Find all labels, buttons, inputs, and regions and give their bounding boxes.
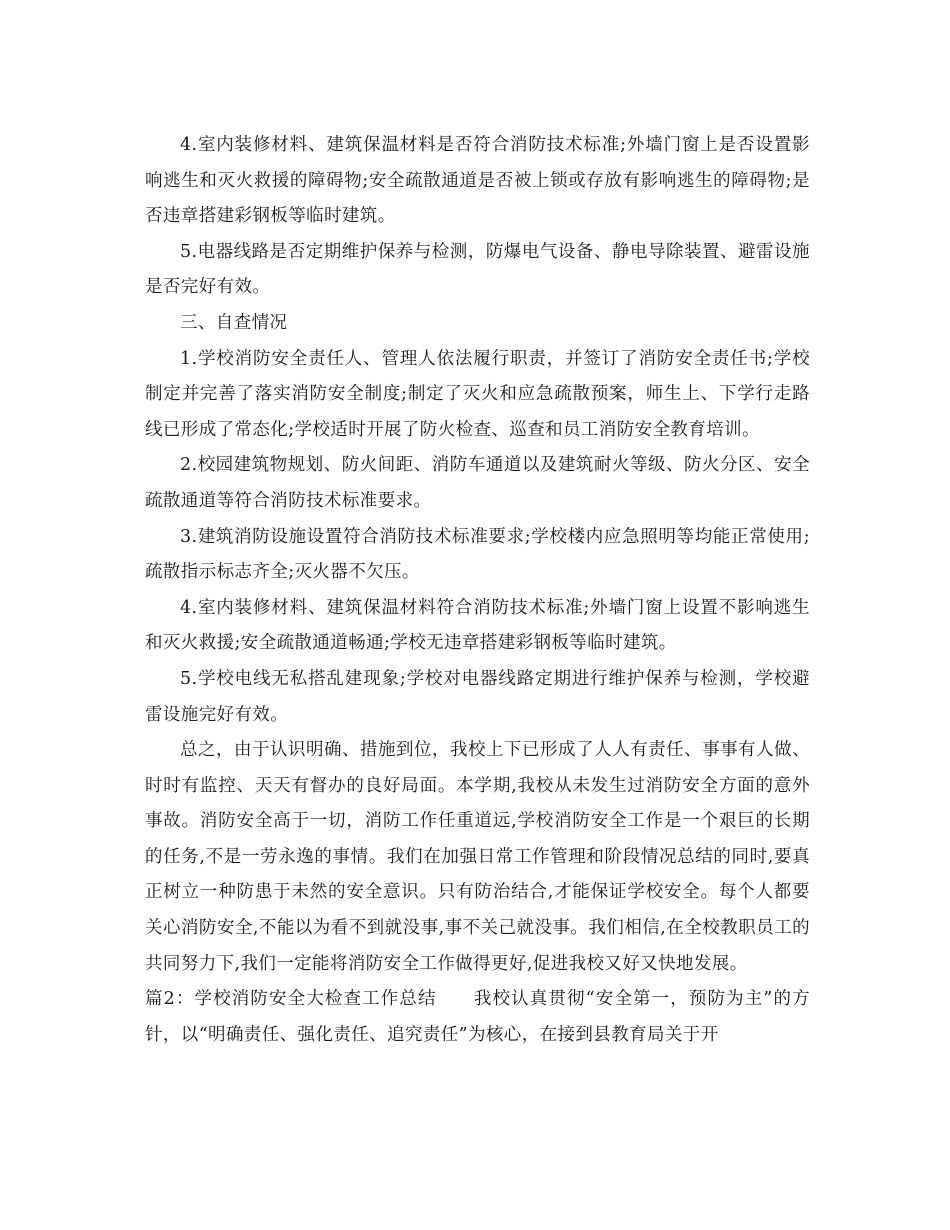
- paragraph-self-check-buildings: 2.校园建筑物规划、防火间距、消防车通道以及建筑耐火等级、防火分区、安全疏散通道等符合消防技术标准要求。: [145, 455, 810, 511]
- document-body: [145, 128, 810, 1053]
- section-heading-self-inspection: 三、自查情况: [180, 312, 288, 333]
- paragraph-self-check-wiring: 5.学校电线无私搭乱建现象;学校对电器线路定期进行维护保养与检测，学校避雷设施完好有效。: [145, 668, 810, 725]
- paragraph-self-check-responsibility: 1.学校消防安全责任人、管理人依法履行职责，并签订了消防安全责任书;学校制定并完善了落实消防安全制度;制定了灭火和应急疏散预案，师生上、下学行走路线已形成了常态化;学校适时开展了防火检查、巡查和员工消防安全教育培训。: [145, 348, 810, 440]
- paragraph-check-electrical-lines: 5.电器线路是否定期维护保养与检测，防爆电气设备、静电导除装置、避雷设施是否完好有效。: [145, 241, 810, 298]
- paragraph-section-two-start: 篇2：学校消防安全大检查工作总结 我校认真贯彻“安全第一，预防为主”的方针，以“明确责任、强化责任、追究责任”为核心，在接到县教育局关于开: [145, 989, 810, 1045]
- paragraph-self-check-facilities: 3.建筑消防设施设置符合消防技术标准要求;学校楼内应急照明等均能正常使用;疏散指示标志齐全;灭火器不欠压。: [145, 526, 810, 583]
- paragraph-check-decoration-materials: 4.室内装修材料、建筑保温材料是否符合消防技术标准;外墙门窗上是否设置影响逃生和灭火救援的障碍物;安全疏散通道是否被上锁或存放有影响逃生的障碍物;是否违章搭建彩钢板等临时建筑。: [145, 135, 810, 227]
- paragraph-summary: 总之，由于认识明确、措施到位，我校上下已形成了人人有责任、事事有人做、时时有监控、天天有督办的良好局面。本学期,我校从未发生过消防安全方面的意外事故。消防安全高于一切，消防工作任重道远,学校消防安全工作是一个艰巨的长期的任务,不是一劳永逸的事情。我们在加强日常工作管理和阶段情况总结的同时,要真正树立一种防患于未然的安全意识。只有防治结合,才能保证学校安全。每个人都要关心消防安全,不能以为看不到就没事,事不关己就没事。我们相信,在全校教职员工的共同努力下,我们一定能将消防安全工作做得更好,促进我校又好又快地发展。: [145, 740, 810, 974]
- paragraph-self-check-materials: 4.室内装修材料、建筑保温材料符合消防技术标准;外墙门窗上设置不影响逃生和灭火救援;安全疏散通道畅通;学校无违章搭建彩钢板等临时建筑。: [145, 597, 810, 654]
